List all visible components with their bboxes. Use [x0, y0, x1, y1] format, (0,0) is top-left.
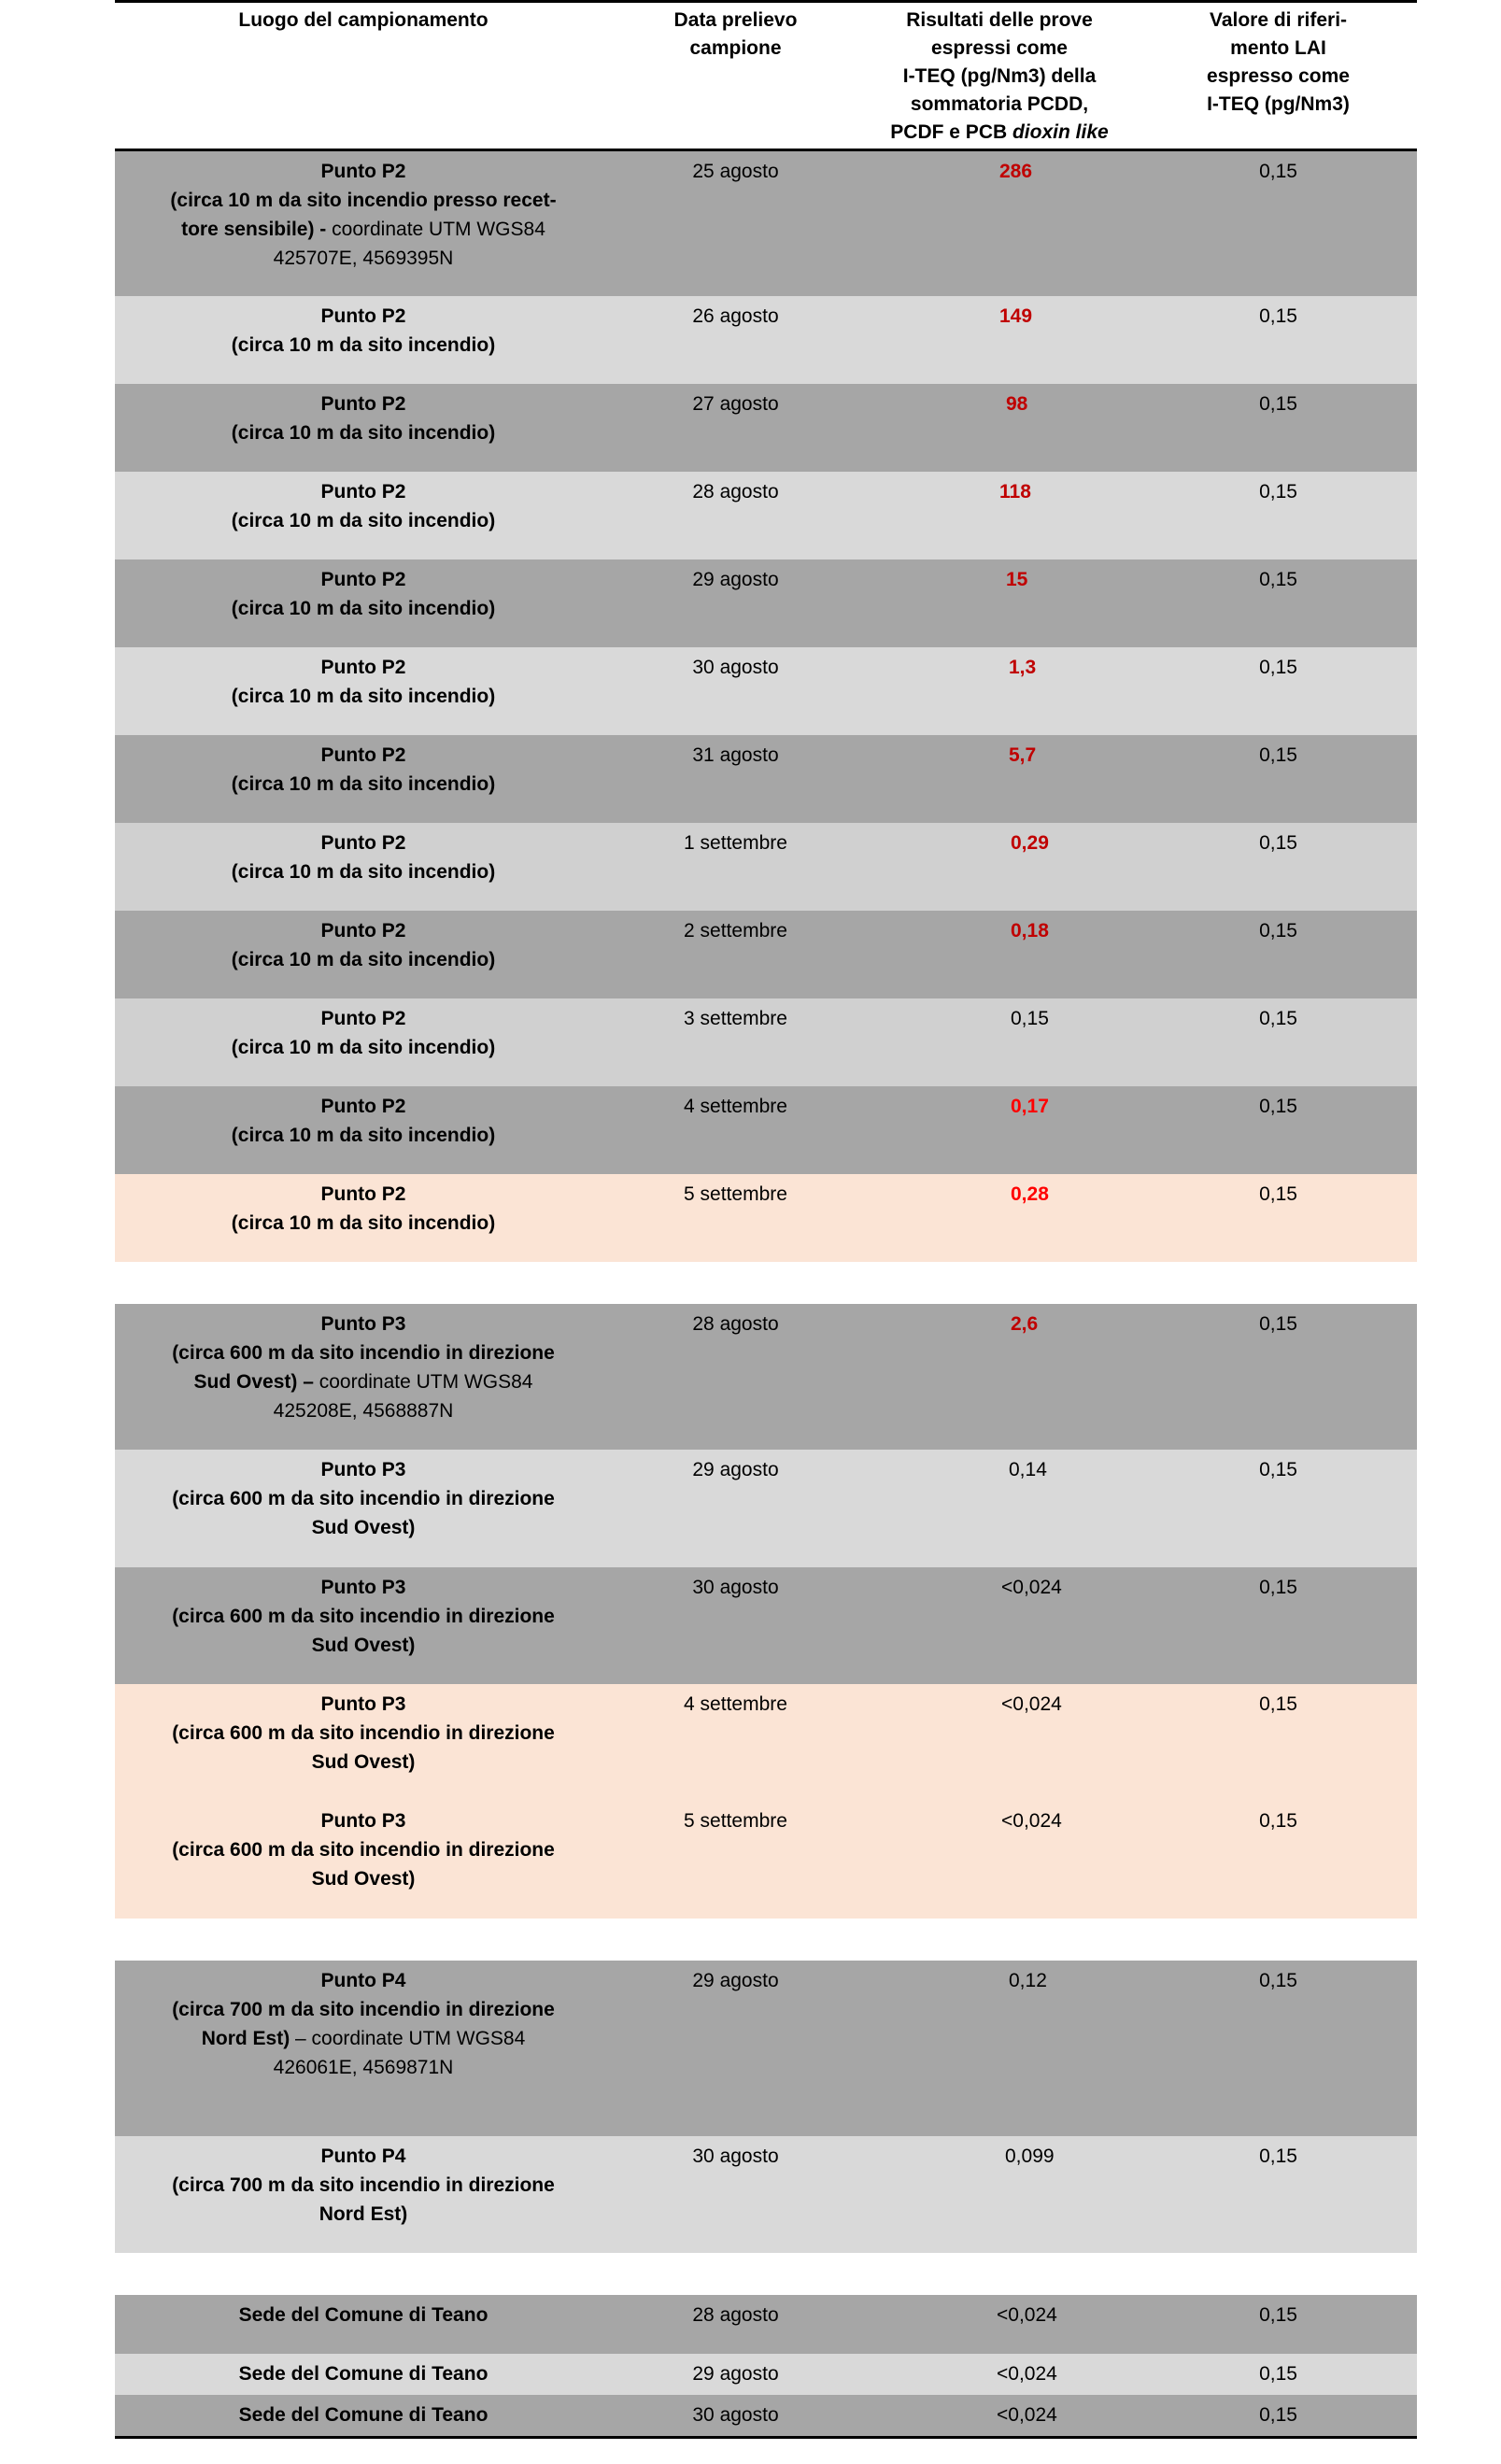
- result-cell: [859, 151, 1140, 296]
- group-spacer: [115, 1919, 1417, 1961]
- group-spacer: [115, 2253, 1417, 2295]
- location-desc: (circa 10 m da sito incendio): [231, 949, 496, 970]
- table-row: [115, 2354, 1417, 2395]
- table-row: [115, 472, 1417, 559]
- reference-cell: 0,15: [1259, 744, 1297, 766]
- location-title: Punto P3: [320, 1693, 406, 1715]
- date-cell: 29 agosto: [692, 569, 779, 590]
- header-results-line: I-TEQ (pg/Nm3) della: [902, 65, 1097, 87]
- result-cell: [859, 296, 1140, 384]
- location-cell: [115, 1086, 612, 1174]
- location-desc: (circa 600 m da sito incendio in direzione: [172, 1606, 555, 1627]
- date-cell: 30 agosto: [692, 657, 779, 678]
- result-value-exceeding: 0,29: [1011, 832, 1049, 854]
- header-date-line: campione: [689, 37, 782, 59]
- location-title: Punto P4: [320, 1970, 406, 1991]
- header-reference-line: espresso come: [1207, 65, 1350, 87]
- reference-cell: 0,15: [1259, 1970, 1297, 1991]
- location-cell: [115, 2295, 612, 2354]
- result-cell: [859, 1304, 1140, 1450]
- location-cell: [115, 2395, 612, 2436]
- reference-cell: 0,15: [1259, 1313, 1297, 1335]
- reference-cell: 0,15: [1259, 481, 1297, 503]
- location-desc: Sud Ovest) –: [193, 1371, 319, 1393]
- location-cell: [115, 823, 612, 911]
- location-title: Punto P2: [320, 481, 406, 503]
- location-cell: [115, 998, 612, 1086]
- table-row: [115, 2295, 1417, 2354]
- result-value-exceeding: 0,28: [1011, 1183, 1049, 1205]
- header-reference: [1140, 3, 1417, 149]
- result-value-exceeding: 0,17: [1011, 1096, 1049, 1117]
- location-desc: Sud Ovest): [311, 1635, 416, 1656]
- location-desc: (circa 10 m da sito incendio): [231, 334, 496, 356]
- result-value: 0,15: [1011, 1008, 1049, 1029]
- result-value-exceeding: 0,18: [1011, 920, 1049, 942]
- header-results: [859, 3, 1140, 149]
- header-results-line: Risultati delle prove: [906, 9, 1093, 31]
- location-cell: [115, 559, 612, 647]
- location-desc: (circa 10 m da sito incendio): [231, 510, 496, 531]
- result-value-exceeding: 15: [1006, 569, 1028, 590]
- reference-cell: 0,15: [1259, 1096, 1297, 1117]
- reference-cell: 0,15: [1259, 1183, 1297, 1205]
- reference-cell: 0,15: [1259, 393, 1297, 415]
- header-results-line: [859, 119, 1140, 147]
- date-cell: 30 agosto: [692, 2404, 779, 2426]
- location-title: Punto P2: [320, 1008, 406, 1029]
- location-cell: [115, 1801, 612, 1919]
- location-coords-label: – coordinate UTM WGS84: [290, 2028, 526, 2049]
- location-title: Punto P2: [320, 832, 406, 854]
- result-cell: [859, 1450, 1140, 1567]
- table-row: [115, 735, 1417, 823]
- result-value: <0,024: [1001, 1810, 1062, 1832]
- header-results-line: sommatoria PCDD,: [910, 93, 1089, 115]
- location-cell: [115, 1567, 612, 1684]
- table-row: [115, 1567, 1417, 1684]
- location-title: Punto P2: [320, 920, 406, 942]
- table-row: [115, 998, 1417, 1086]
- date-cell: 29 agosto: [692, 1459, 779, 1480]
- location-title: Sede del Comune di Teano: [238, 2404, 489, 2426]
- result-cell: [859, 1684, 1140, 1801]
- table-row: [115, 384, 1417, 472]
- location-coords-label: coordinate UTM WGS84: [319, 1371, 533, 1393]
- result-value-exceeding: 5,7: [1009, 744, 1037, 766]
- reference-cell: 0,15: [1259, 657, 1297, 678]
- location-desc: (circa 10 m da sito incendio presso recet-: [170, 190, 557, 211]
- table-row: [115, 559, 1417, 647]
- location-cell: [115, 1450, 612, 1567]
- location-desc: (circa 10 m da sito incendio): [231, 422, 496, 444]
- header-results-italic: dioxin like: [1012, 121, 1109, 143]
- location-cell: [115, 1174, 612, 1262]
- table-row: [115, 911, 1417, 998]
- result-cell: [859, 647, 1140, 735]
- result-cell: [859, 1174, 1140, 1262]
- date-cell: 4 settembre: [684, 1693, 787, 1715]
- result-cell: [859, 2354, 1140, 2395]
- location-cell: [115, 472, 612, 559]
- table-row: [115, 823, 1417, 911]
- result-cell: [859, 1086, 1140, 1174]
- table-row-highlighted: [115, 1174, 1417, 1262]
- result-value: <0,024: [1001, 1577, 1062, 1598]
- result-value-exceeding: 1,3: [1009, 657, 1037, 678]
- location-title: Punto P2: [320, 657, 406, 678]
- location-cell: [115, 1961, 612, 2136]
- result-cell: [859, 911, 1140, 998]
- result-value-exceeding: 286: [999, 161, 1033, 182]
- location-title: Sede del Comune di Teano: [238, 2304, 489, 2326]
- table-row: [115, 1304, 1417, 1450]
- table-row: [115, 647, 1417, 735]
- header-reference-line: Valore di riferi-: [1209, 9, 1348, 31]
- date-cell: 28 agosto: [692, 1313, 779, 1335]
- location-desc: (circa 700 m da sito incendio in direzione: [172, 2174, 555, 2196]
- location-title: Punto P4: [320, 2145, 406, 2167]
- result-value-exceeding: 118: [999, 481, 1031, 503]
- reference-cell: 0,15: [1259, 1008, 1297, 1029]
- location-desc: (circa 600 m da sito incendio in direzione: [172, 1722, 555, 1744]
- location-title: Punto P2: [320, 744, 406, 766]
- date-cell: 31 agosto: [692, 744, 779, 766]
- result-cell: [859, 1961, 1140, 2136]
- result-cell: [859, 559, 1140, 647]
- header-date-line: Data prelievo: [673, 9, 798, 31]
- location-title: Punto P2: [320, 161, 406, 182]
- location-title: Punto P2: [320, 1183, 406, 1205]
- result-cell: [859, 384, 1140, 472]
- location-desc: (circa 600 m da sito incendio in direzione: [172, 1488, 555, 1509]
- location-coords-label: coordinate UTM WGS84: [332, 219, 545, 240]
- location-cell: [115, 384, 612, 472]
- reference-cell: 0,15: [1259, 1810, 1297, 1832]
- location-desc: (circa 10 m da sito incendio): [231, 598, 496, 619]
- result-cell: [859, 472, 1140, 559]
- header-location: [115, 3, 612, 149]
- reference-cell: 0,15: [1259, 832, 1297, 854]
- result-cell: [859, 1567, 1140, 1684]
- result-cell: [859, 2295, 1140, 2354]
- location-desc: Sud Ovest): [311, 1868, 416, 1890]
- reference-cell: 0,15: [1259, 305, 1297, 327]
- table-row-highlighted: [115, 1801, 1417, 1919]
- reference-cell: 0,15: [1259, 1577, 1297, 1598]
- result-value: <0,024: [997, 2404, 1057, 2426]
- date-cell: 28 agosto: [692, 481, 779, 503]
- location-desc: (circa 10 m da sito incendio): [231, 1125, 496, 1146]
- table-row: [115, 1961, 1417, 2136]
- location-cell: [115, 647, 612, 735]
- result-cell: [859, 1801, 1140, 1919]
- reference-cell: 0,15: [1259, 2404, 1297, 2426]
- location-desc: (circa 10 m da sito incendio): [231, 1037, 496, 1058]
- table-row-highlighted: [115, 1684, 1417, 1801]
- table-header: [115, 3, 1417, 149]
- location-title: Punto P3: [320, 1577, 406, 1598]
- location-cell: [115, 2136, 612, 2253]
- location-title: Punto P3: [320, 1459, 406, 1480]
- location-cell: [115, 1684, 612, 1801]
- date-cell: 2 settembre: [684, 920, 787, 942]
- location-desc: (circa 700 m da sito incendio in direzione: [172, 1999, 555, 2020]
- location-cell: [115, 296, 612, 384]
- table-row: [115, 151, 1417, 296]
- header-date: [612, 3, 859, 149]
- result-cell: [859, 2395, 1140, 2436]
- result-cell: [859, 823, 1140, 911]
- location-title: Punto P2: [320, 305, 406, 327]
- location-desc: tore sensibile) -: [181, 219, 333, 240]
- location-coords: 425208E, 4568887N: [273, 1400, 454, 1422]
- location-title: Punto P3: [320, 1810, 406, 1832]
- location-desc: Sud Ovest): [311, 1751, 416, 1773]
- result-value: 0,14: [1009, 1459, 1047, 1480]
- date-cell: 5 settembre: [684, 1183, 787, 1205]
- location-desc: (circa 600 m da sito incendio in direzione: [172, 1839, 555, 1861]
- reference-cell: 0,15: [1259, 2363, 1297, 2385]
- reference-cell: 0,15: [1259, 920, 1297, 942]
- location-desc: (circa 10 m da sito incendio): [231, 773, 496, 795]
- table-row: [115, 1450, 1417, 1567]
- location-title: Punto P3: [320, 1313, 406, 1335]
- date-cell: 1 settembre: [684, 832, 787, 854]
- reference-cell: 0,15: [1259, 1459, 1297, 1480]
- location-desc: Sud Ovest): [311, 1517, 416, 1538]
- result-value-exceeding: 2,6: [1011, 1313, 1039, 1335]
- date-cell: 25 agosto: [692, 161, 779, 182]
- group-spacer: [115, 1262, 1417, 1304]
- date-cell: 5 settembre: [684, 1810, 787, 1832]
- location-cell: [115, 911, 612, 998]
- result-value: <0,024: [997, 2363, 1057, 2385]
- header-reference-line: mento LAI: [1230, 37, 1326, 59]
- date-cell: 30 agosto: [692, 2145, 779, 2167]
- result-cell: [859, 998, 1140, 1086]
- reference-cell: 0,15: [1259, 1693, 1297, 1715]
- date-cell: 27 agosto: [692, 393, 779, 415]
- result-value: <0,024: [1001, 1693, 1062, 1715]
- location-desc: Nord Est): [319, 2203, 408, 2225]
- location-title: Sede del Comune di Teano: [238, 2363, 489, 2385]
- date-cell: 26 agosto: [692, 305, 779, 327]
- location-title: Punto P2: [320, 1096, 406, 1117]
- header-reference-line: I-TEQ (pg/Nm3): [1207, 93, 1350, 115]
- location-cell: [115, 1304, 612, 1450]
- reference-cell: 0,15: [1259, 569, 1297, 590]
- date-cell: 4 settembre: [684, 1096, 787, 1117]
- header-results-text: PCDF e PCB: [890, 121, 1012, 143]
- table-row: [115, 2136, 1417, 2253]
- reference-cell: 0,15: [1259, 2304, 1297, 2326]
- location-cell: [115, 151, 612, 296]
- date-cell: 29 agosto: [692, 2363, 779, 2385]
- date-cell: 3 settembre: [684, 1008, 787, 1029]
- location-cell: [115, 2354, 612, 2395]
- header-results-line: espressi come: [931, 37, 1068, 59]
- location-coords: 426061E, 4569871N: [273, 2057, 454, 2078]
- reference-cell: 0,15: [1259, 161, 1297, 182]
- location-desc: Nord Est): [201, 2028, 290, 2049]
- reference-cell: 0,15: [1259, 2145, 1297, 2167]
- result-value: <0,024: [997, 2304, 1057, 2326]
- date-cell: 29 agosto: [692, 1970, 779, 1991]
- location-desc: (circa 10 m da sito incendio): [231, 1212, 496, 1234]
- result-value-exceeding: 149: [999, 305, 1033, 327]
- location-desc: (circa 600 m da sito incendio in direzione: [172, 1342, 555, 1364]
- location-cell: [115, 735, 612, 823]
- header-location-label: Luogo del campionamento: [238, 9, 489, 31]
- result-cell: [859, 735, 1140, 823]
- dioxin-results-table: [115, 0, 1417, 2439]
- table-row: [115, 2395, 1417, 2436]
- location-title: Punto P2: [320, 569, 406, 590]
- table-row: [115, 1086, 1417, 1174]
- location-desc: (circa 10 m da sito incendio): [231, 861, 496, 883]
- table-bottom-border: [115, 2436, 1417, 2439]
- result-value: 0,12: [1009, 1970, 1047, 1991]
- location-coords: 425707E, 4569395N: [273, 248, 454, 269]
- result-cell: [859, 2136, 1140, 2253]
- date-cell: 30 agosto: [692, 1577, 779, 1598]
- location-desc: (circa 10 m da sito incendio): [231, 686, 496, 707]
- location-title: Punto P2: [320, 393, 406, 415]
- result-value: 0,099: [1005, 2145, 1055, 2167]
- table-row: [115, 296, 1417, 384]
- date-cell: 28 agosto: [692, 2304, 779, 2326]
- result-value-exceeding: 98: [1006, 393, 1028, 415]
